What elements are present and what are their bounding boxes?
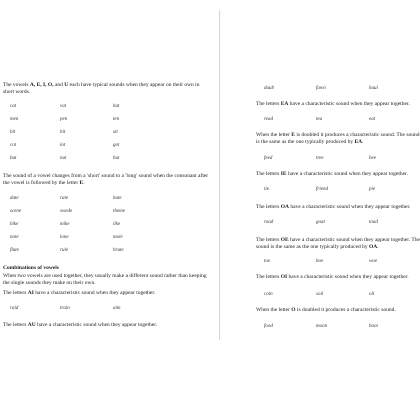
word: mike	[60, 222, 70, 227]
word: toad	[369, 220, 378, 225]
oi-paragraph: The letters OI have a characteristic sound when they appear together.	[256, 274, 409, 280]
long-vowel-paragraph: The sound of a vowel changes from a 'short' sound to a 'long' sound when the consonant after the vowel is followed by the letter E.	[3, 173, 209, 186]
oo-paragraph: When the letter O is doubled it produces a characteristic sound.	[256, 307, 396, 313]
word: date	[10, 196, 19, 201]
oe-paragraph: The letters OE have a characteristic sound when they appear together. The sound is the same as the one typically produced by OA.	[256, 237, 420, 250]
word: road	[264, 220, 274, 225]
word: pie	[369, 187, 376, 192]
word: tie	[264, 187, 269, 192]
au-paragraph: The letters AU have a characteristic sound when they appear together.	[3, 322, 158, 328]
word: like	[113, 222, 121, 227]
word: tea	[316, 117, 323, 122]
word: scene	[10, 209, 22, 214]
ie-paragraph: The letters IE have a characteristic sound when they appear together.	[256, 171, 408, 177]
word: raid	[10, 306, 19, 311]
word: swede	[60, 209, 73, 214]
word: daub	[264, 86, 274, 91]
word: hat	[113, 104, 120, 109]
word: hoe	[316, 259, 324, 264]
word: feed	[264, 156, 273, 161]
word: rate	[60, 196, 69, 201]
section-heading: Combinations of vowels	[3, 265, 59, 271]
word: nut	[60, 156, 67, 161]
word: brute	[113, 248, 124, 253]
word: men	[10, 117, 19, 122]
word: pen	[60, 117, 68, 122]
word: theme	[113, 209, 125, 214]
word: fawn	[316, 86, 326, 91]
word: but	[10, 156, 17, 161]
word: haul	[369, 86, 378, 91]
word: bike	[10, 222, 19, 227]
word: moon	[316, 324, 328, 329]
word: coin	[264, 292, 273, 297]
word: woe	[369, 259, 378, 264]
word: eat	[369, 117, 376, 122]
word: food	[264, 324, 273, 329]
word: hit	[60, 130, 66, 135]
word: flute	[10, 248, 19, 253]
word: rule	[60, 248, 69, 253]
word: hut	[113, 156, 120, 161]
word: cot	[10, 143, 17, 148]
combinations-paragraph: When two vowels are used together, they usually make a different sound rather than keeping the single sounds they make on their own.	[3, 273, 207, 286]
word: bee	[369, 156, 376, 161]
word: aim	[113, 306, 121, 311]
word: oil	[369, 292, 375, 297]
word: lot	[60, 143, 66, 148]
intro-paragraph: The vowels A, E, I, O, and U each have typical sounds when they appear on their own in short words.	[3, 82, 200, 95]
column-divider	[219, 10, 220, 340]
word: got	[113, 143, 120, 148]
word: mole	[113, 235, 123, 240]
word: goat	[316, 220, 325, 225]
word: lone	[60, 235, 69, 240]
word: hate	[113, 196, 122, 201]
word: note	[10, 235, 19, 240]
ai-paragraph: The letters AI have a characteristic sound when they appear together.	[3, 290, 156, 296]
word: read	[264, 117, 273, 122]
word: train	[60, 306, 70, 311]
oa-paragraph: The letters OA have a characteristic sound when they appear together.	[256, 204, 411, 210]
ee-paragraph: When the letter E is doubled it produces a characteristic sound. The sound is the same as the one typically produced by EA.	[256, 132, 420, 145]
word: soil	[316, 292, 324, 297]
word: cat	[10, 104, 17, 109]
word: boot	[369, 324, 378, 329]
word: friend	[316, 187, 328, 192]
word: sit	[113, 130, 118, 135]
word: toe	[264, 259, 271, 264]
word: tree	[316, 156, 324, 161]
word: ten	[113, 117, 120, 122]
word: bit	[10, 130, 16, 135]
word: vat	[60, 104, 67, 109]
ea-paragraph: The letters EA have a characteristic sound when they appear together.	[256, 101, 410, 107]
